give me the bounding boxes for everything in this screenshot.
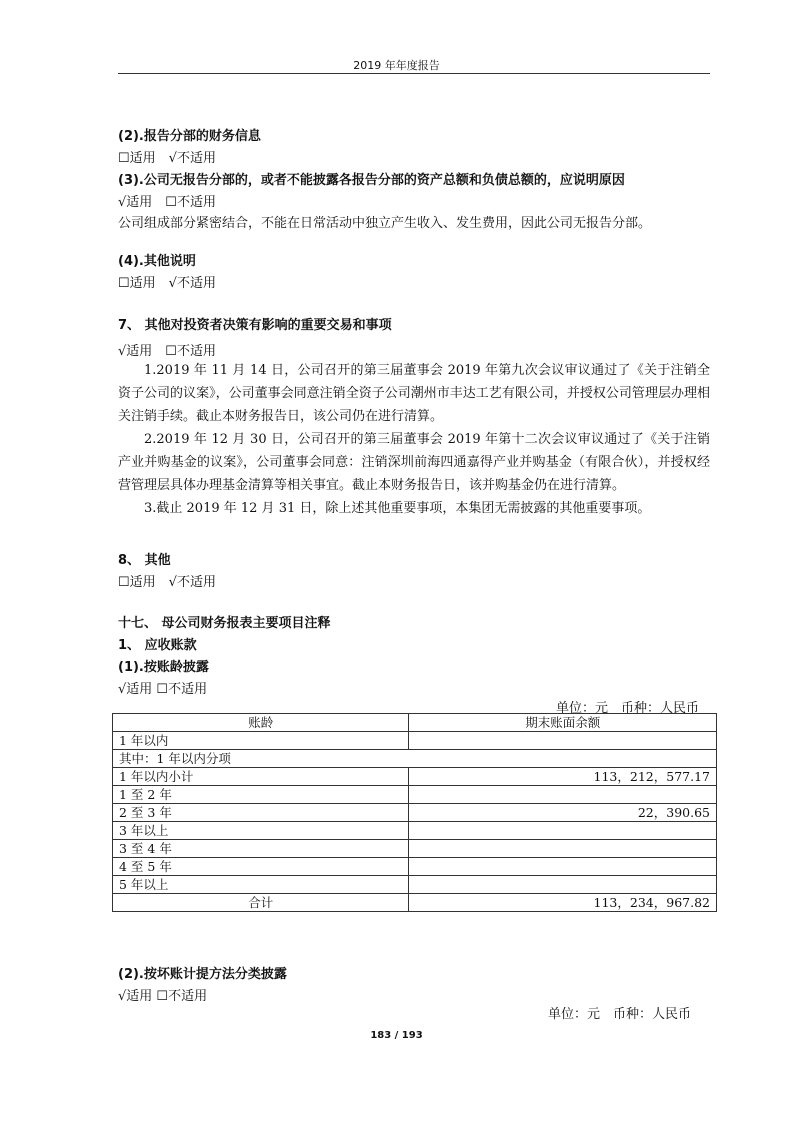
section-title-other: 8、 其他 bbox=[118, 553, 171, 568]
row-label: 1 年以内 bbox=[113, 732, 409, 750]
applicability-options: √适用 ☐不适用 bbox=[118, 682, 208, 697]
table-row bbox=[113, 768, 717, 786]
section-title-parent-notes: 十七、 母公司财务报表主要项目注释 bbox=[118, 616, 331, 631]
applicability-options: √适用 ☐不适用 bbox=[118, 344, 216, 359]
header-rule bbox=[118, 73, 710, 74]
row-label: 其中：1 年以内分项 bbox=[113, 750, 717, 768]
row-value bbox=[409, 876, 717, 894]
table-row bbox=[113, 840, 717, 858]
total-label: 合计 bbox=[113, 894, 409, 912]
row-label: 3 年以上 bbox=[113, 822, 409, 840]
applicability-options: √适用 ☐不适用 bbox=[118, 195, 216, 210]
applicability-options: ☐适用 √不适用 bbox=[118, 151, 216, 166]
table-row bbox=[113, 786, 717, 804]
row-label: 1 年以内小计 bbox=[113, 768, 409, 786]
row-value bbox=[409, 858, 717, 876]
events-paragraphs bbox=[118, 359, 710, 520]
event-paragraph-2: 2.2019 年 12 月 30 日，公司召开的第三届董事会 2019 年第十二次会议审议通过了《关于注销产业并购基金的议案》，公司董事会同意：注销深圳前海四通嘉得产业并购基金（有限合伙），并授权经营管理层具体办理基金清算等相关事宜。截止本财务报告日，该并购基金仍在进行清算。 bbox=[118, 432, 710, 493]
table-header-row bbox=[113, 714, 717, 732]
section-title-aging: (1).按账龄披露 bbox=[118, 660, 209, 675]
section-title-bad-debt: (2).按坏账计提方法分类披露 bbox=[118, 967, 287, 982]
section-title-no-segment-reason: (3).公司无报告分部的，或者不能披露各报告分部的资产总额和负债总额的，应说明原因 bbox=[118, 173, 625, 188]
row-label: 4 至 5 年 bbox=[113, 858, 409, 876]
page-header: 2019 年年度报告 bbox=[353, 59, 440, 72]
table-row bbox=[113, 876, 717, 894]
row-label: 1 至 2 年 bbox=[113, 786, 409, 804]
applicability-options: √适用 ☐不适用 bbox=[118, 989, 208, 1004]
row-value: 22，390.65 bbox=[409, 804, 717, 822]
table-total-row bbox=[113, 894, 717, 912]
section-title-important-events: 7、 其他对投资者决策有影响的重要交易和事项 bbox=[118, 318, 392, 333]
table-row bbox=[113, 822, 717, 840]
row-value bbox=[409, 732, 717, 750]
row-label: 3 至 4 年 bbox=[113, 840, 409, 858]
table-row bbox=[113, 732, 717, 750]
currency-unit: 单位：元 币种：人民币 bbox=[548, 1007, 692, 1022]
column-header-balance: 期末账面余额 bbox=[409, 714, 717, 732]
column-header-aging: 账龄 bbox=[113, 714, 409, 732]
row-label: 2 至 3 年 bbox=[113, 804, 409, 822]
table-row bbox=[113, 750, 717, 768]
section-title-receivables: 1、 应收账款 bbox=[118, 638, 197, 653]
table-row bbox=[113, 858, 717, 876]
section-title-segment-finance: (2).报告分部的财务信息 bbox=[118, 129, 261, 144]
row-value bbox=[409, 822, 717, 840]
row-value bbox=[409, 840, 717, 858]
applicability-options: ☐适用 √不适用 bbox=[118, 276, 216, 291]
aging-table bbox=[112, 713, 717, 912]
page-number: 183 / 193 bbox=[370, 1030, 423, 1041]
currency-unit: 单位：元 币种：人民币 bbox=[556, 701, 700, 716]
row-label: 5 年以上 bbox=[113, 876, 409, 894]
event-paragraph-3: 3.截止 2019 年 12 月 31 日，除上述其他重要事项，本集团无需披露的其他重要事项。 bbox=[144, 501, 651, 516]
total-value: 113，234，967.82 bbox=[409, 894, 717, 912]
row-value bbox=[409, 786, 717, 804]
row-value: 113，212，577.17 bbox=[409, 768, 717, 786]
section-title-other-notes: (4).其他说明 bbox=[118, 254, 196, 269]
event-paragraph-1: 1.2019 年 11 月 14 日，公司召开的第三届董事会 2019 年第九次会议审议通过了《关于注销全资子公司的议案》，公司董事会同意注销全资子公司潮州市丰达工艺有限公司，并授权公司管理层办理相关注销手续。截止本财务报告日，该公司仍在进行清算。 bbox=[118, 363, 710, 424]
table-row bbox=[113, 804, 717, 822]
body-text: 公司组成部分紧密结合，不能在日常活动中独立产生收入、发生费用，因此公司无报告分部。 bbox=[118, 216, 652, 231]
applicability-options: ☐适用 √不适用 bbox=[118, 575, 216, 590]
